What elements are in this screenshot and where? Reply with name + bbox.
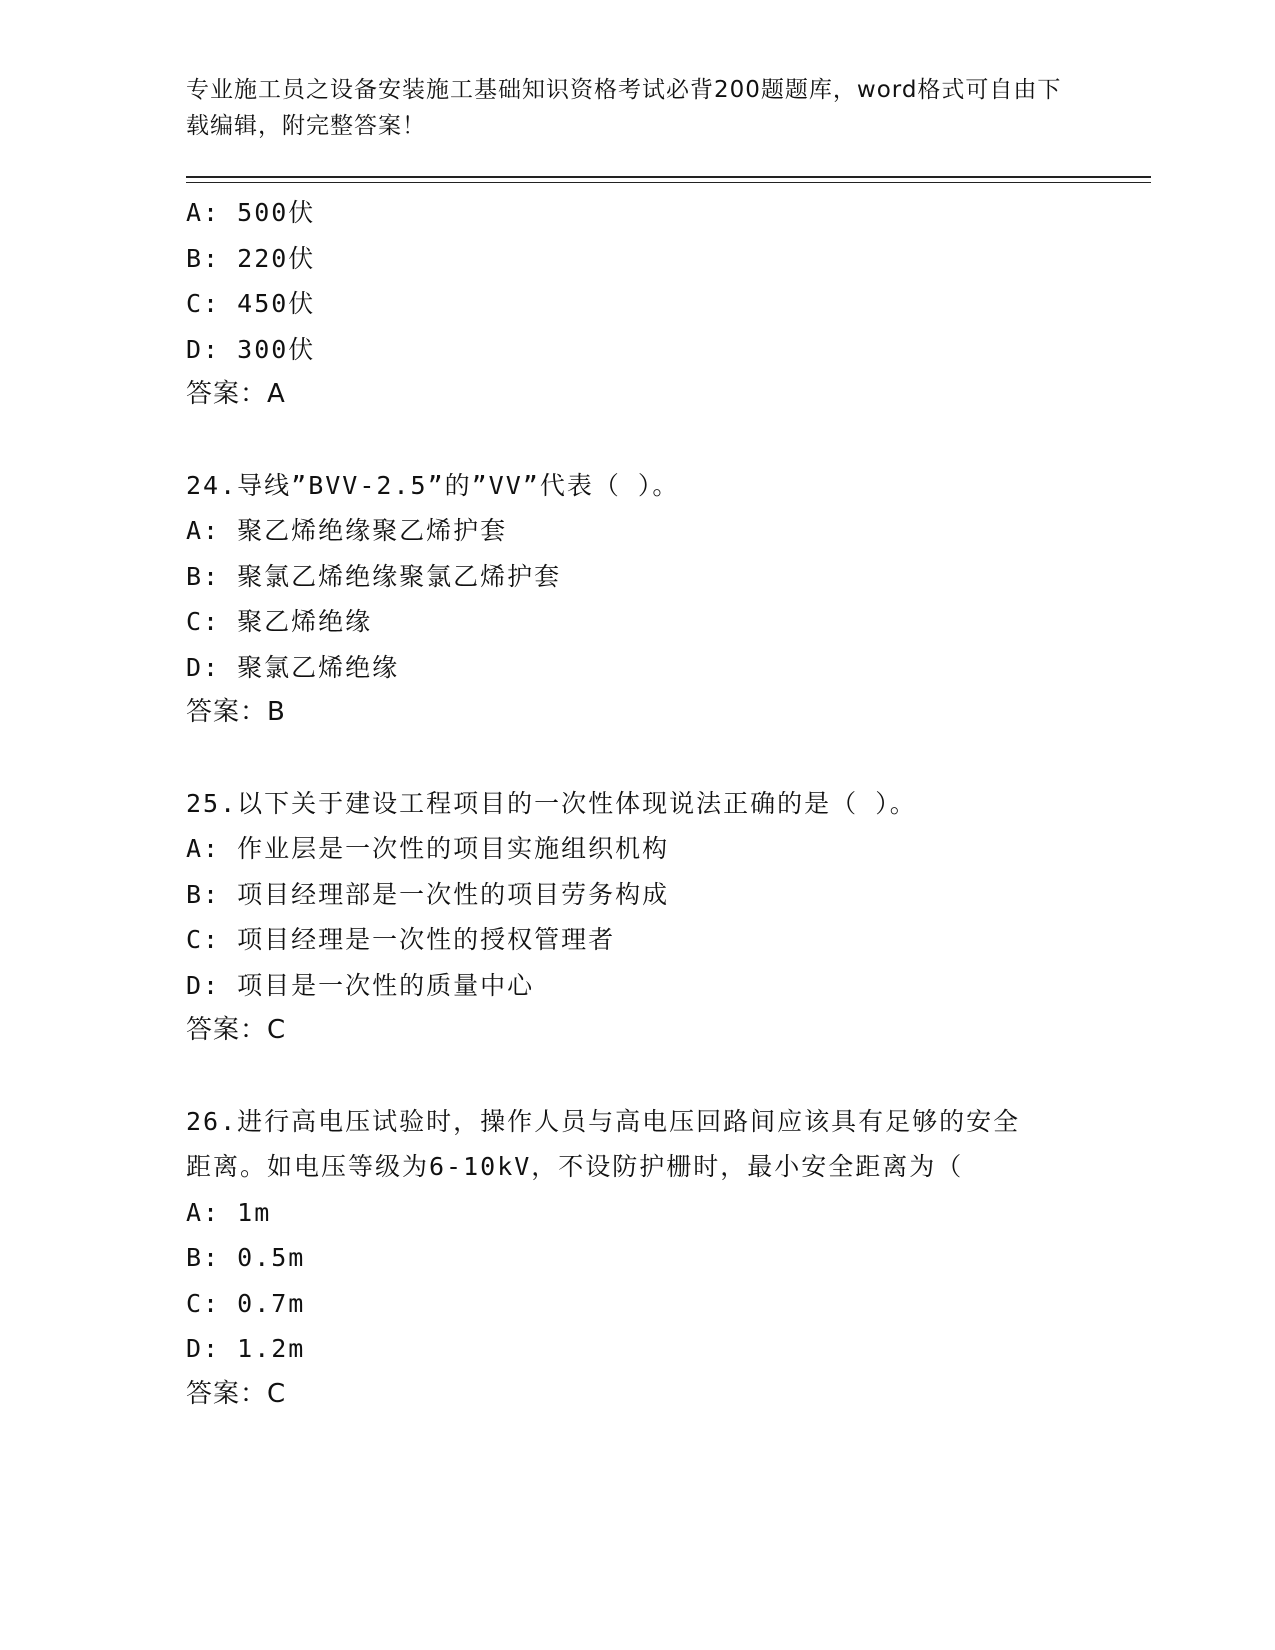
question-text-line-2: 距离。如电压等级为6-10kV，不设防护栅时，最小安全距离为（ xyxy=(186,1152,964,1181)
answer-line: 答案：B xyxy=(186,697,286,727)
option-d: D: 300伏 xyxy=(186,334,316,364)
option-b: B: 聚氯乙烯绝缘聚氯乙烯护套 xyxy=(186,561,562,591)
option-a: A: 1m xyxy=(186,1197,272,1227)
question-24-block xyxy=(186,463,1086,736)
spacer xyxy=(186,736,1086,781)
question-text: 24.导线”BVV-2.5”的”VV”代表（ ）。 xyxy=(186,470,680,500)
option-b: B: 项目经理部是一次性的项目劳务构成 xyxy=(186,879,670,909)
option-c: C: 450伏 xyxy=(186,289,316,318)
question-text: 25.以下关于建设工程项目的一次性体现说法正确的是（ ）。 xyxy=(186,788,917,818)
answer-line: 答案：A xyxy=(186,379,286,409)
answer-line: 答案：C xyxy=(186,1378,287,1409)
option-c: C: 0.7m xyxy=(186,1288,306,1318)
option-c: C: 项目经理是一次性的授权管理者 xyxy=(186,925,616,954)
option-a: A: 作业层是一次性的项目实施组织机构 xyxy=(186,834,670,863)
option-d: D: 聚氯乙烯绝缘 xyxy=(186,652,400,682)
option-c: C: 聚乙烯绝缘 xyxy=(186,607,373,636)
header-divider-thin xyxy=(186,182,1151,183)
header-divider-thick xyxy=(186,176,1151,178)
question-list xyxy=(186,190,1086,1417)
question-26-block xyxy=(186,1099,1086,1418)
question-23-block xyxy=(186,190,1086,418)
spacer xyxy=(186,1054,1086,1099)
document-header: 专业施工员之设备安装施工基础知识资格考试必背200题题库，word格式可自由下载编辑，附完整答案！ xyxy=(186,77,1062,139)
option-d: D: 1.2m xyxy=(186,1334,306,1363)
option-b: B: 0.5m xyxy=(186,1243,306,1272)
question-text-line-1: 26.进行高电压试验时，操作人员与高电压回路间应该具有足够的安全 xyxy=(186,1106,1021,1136)
question-25-block xyxy=(186,781,1086,1054)
spacer xyxy=(186,418,1086,463)
option-a: A: 500伏 xyxy=(186,198,316,227)
option-a: A: 聚乙烯绝缘聚乙烯护套 xyxy=(186,516,508,545)
answer-line: 答案：C xyxy=(186,1015,287,1045)
option-d: D: 项目是一次性的质量中心 xyxy=(186,970,535,1000)
option-b: B: 220伏 xyxy=(186,243,316,273)
